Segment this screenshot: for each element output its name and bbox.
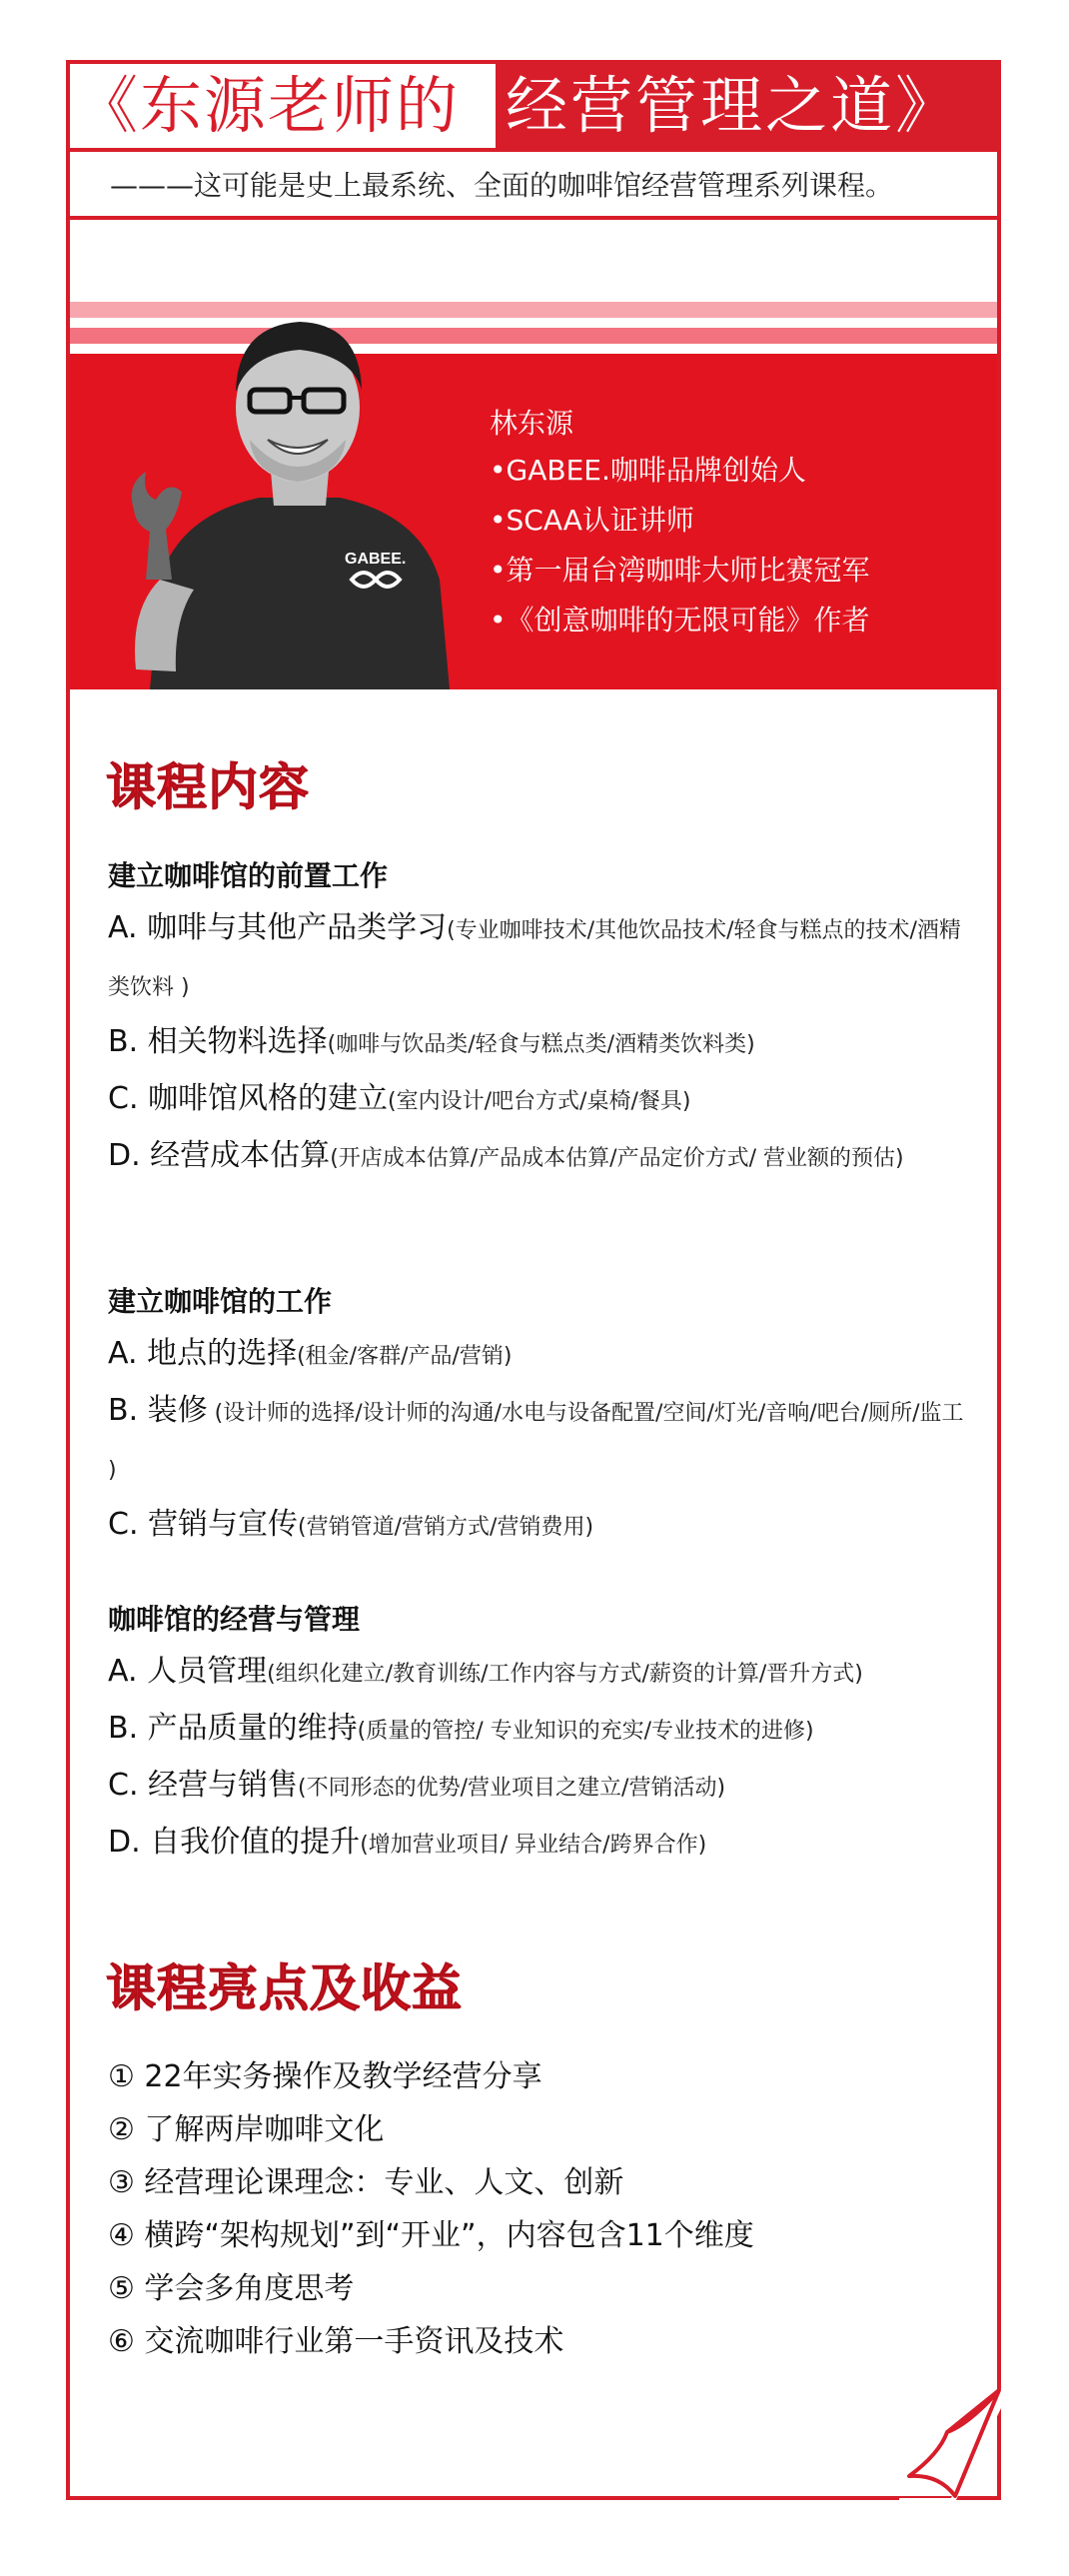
instructor-name: 林东源 <box>490 407 574 440</box>
item-main: C. 营销与宣传 <box>108 1507 299 1542</box>
list-item <box>108 1645 967 1702</box>
group-title: 建立咖啡馆的前置工作 <box>108 859 389 892</box>
bio-item: •第一届台湾咖啡大师比赛冠军 <box>490 554 870 587</box>
list-item: ② 了解两岸咖啡文化 <box>108 2112 385 2147</box>
instructor-banner <box>70 280 997 689</box>
item-main: B. 产品质量的维持 <box>108 1711 358 1746</box>
list-item: ④ 横跨“架构规划”到“开业”，内容包含11个维度 <box>108 2218 754 2253</box>
item-note: (室内设计/吧台方式/桌椅/餐具) <box>388 1089 691 1114</box>
item-note: (增加营业项目/ 异业结合/跨界合作) <box>360 1833 707 1858</box>
list-item <box>108 1384 967 1498</box>
bio-item: •《创意咖啡的无限可能》作者 <box>490 604 870 637</box>
list-item <box>108 1702 967 1759</box>
list-item: ⑤ 学会多角度思考 <box>108 2271 355 2306</box>
title-bar <box>70 64 997 148</box>
list-item <box>108 1816 967 1873</box>
item-main: A. 地点的选择 <box>108 1336 298 1371</box>
list-item: ③ 经营理论课理念：专业、人文、创新 <box>108 2165 624 2200</box>
section-heading-benefits: 课程亮点及收益 <box>106 1959 463 2017</box>
list-item <box>108 1015 967 1072</box>
bio-item: •GABEE.咖啡品牌创始人 <box>490 454 806 487</box>
list-item <box>108 1327 967 1384</box>
list-item <box>108 1759 967 1816</box>
item-note: (咖啡与饮品类/轻食与糕点类/酒精类饮料类) <box>327 1032 755 1057</box>
divider <box>66 216 1001 220</box>
page-curl-corner <box>899 2384 1003 2502</box>
divider <box>66 148 1001 152</box>
item-main: A. 咖啡与其他产品类学习 <box>108 910 448 945</box>
item-main: D. 自我价值的提升 <box>108 1825 361 1860</box>
item-note: (租金/客群/产品/营销) <box>297 1344 513 1369</box>
shirt-logo-text: GABEE. <box>345 551 407 568</box>
section-heading-course: 课程内容 <box>106 758 310 816</box>
course-group <box>108 1595 967 1873</box>
item-note: (不同形态的优势/营业项目之建立/营销活动) <box>298 1776 726 1801</box>
item-main: A. 人员管理 <box>108 1654 268 1689</box>
list-item <box>108 1129 967 1186</box>
item-note: (质量的管控/ 专业知识的充实/专业技术的进修) <box>357 1719 814 1744</box>
item-main: B. 装修 <box>108 1393 208 1428</box>
instructor-bio <box>490 402 989 645</box>
item-note: (开店成本估算/产品成本估算/产品定价方式/ 营业额的预估) <box>330 1146 904 1171</box>
benefits-list <box>108 2050 967 2368</box>
item-main: D. 经营成本估算 <box>108 1138 331 1173</box>
group-title: 咖啡馆的经营与管理 <box>108 1603 361 1636</box>
title-right: 经营管理之道》 <box>496 64 997 148</box>
item-main: C. 经营与销售 <box>108 1768 299 1803</box>
item-note: (设计师的选择/设计师的沟通/水电与设备配置/空间/灯光/音响/吧台/厕所/监工 ) <box>108 1401 964 1483</box>
item-note: (专业咖啡技术/其他饮品技术/轻食与糕点的技术/酒精类饮料 ) <box>108 918 961 1000</box>
item-main: B. 相关物料选择 <box>108 1024 328 1059</box>
instructor-portrait <box>90 280 510 689</box>
item-main: C. 咖啡馆风格的建立 <box>108 1081 389 1116</box>
subtitle: ———这可能是史上最系统、全面的咖啡馆经营管理系列课程。 <box>110 169 894 202</box>
title-left: 《东源老师的 <box>70 64 496 148</box>
course-group <box>108 851 967 1186</box>
list-item: ① 22年实务操作及教学经营分享 <box>108 2059 542 2094</box>
item-note: (组织化建立/教育训练/工作内容与方式/薪资的计算/晋升方式) <box>267 1662 863 1687</box>
list-item <box>108 901 967 1015</box>
bio-item: •SCAA认证讲师 <box>490 504 694 537</box>
list-item <box>108 1072 967 1129</box>
item-note: (营销管道/营销方式/营销费用) <box>298 1515 594 1540</box>
list-item <box>108 1498 967 1555</box>
list-item: ⑥ 交流咖啡行业第一手资讯及技术 <box>108 2324 564 2359</box>
course-group <box>108 1277 967 1555</box>
group-title: 建立咖啡馆的工作 <box>108 1285 333 1318</box>
